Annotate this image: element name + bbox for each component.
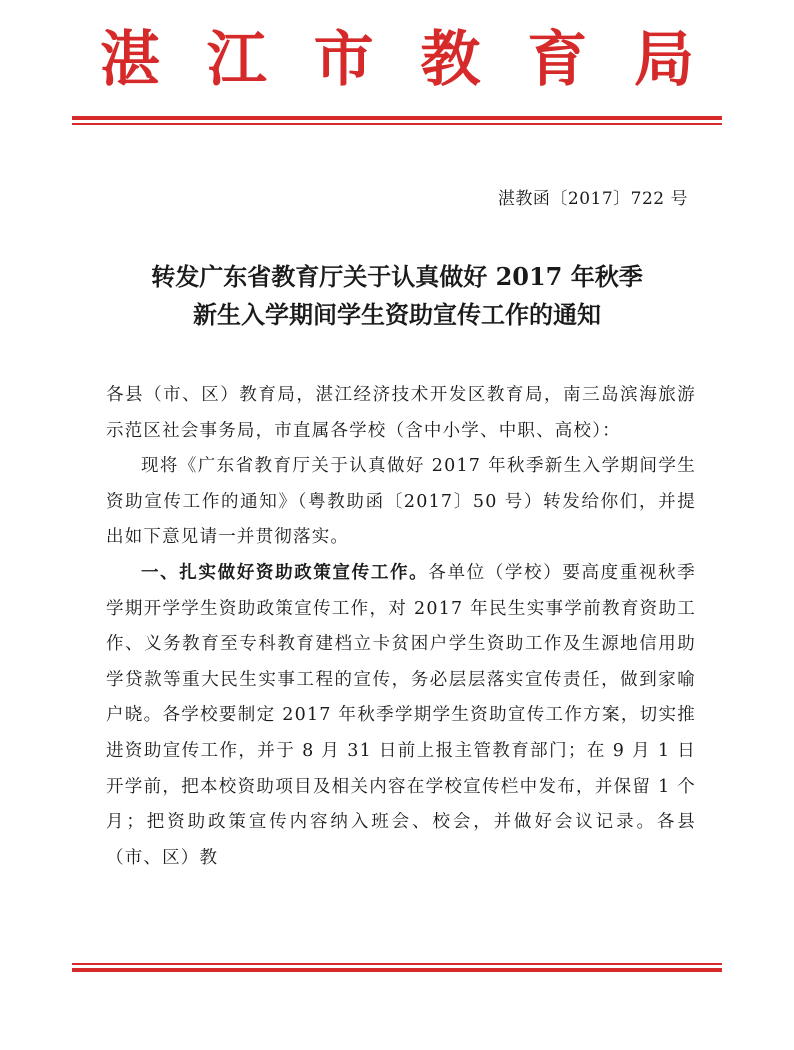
letterhead-char: 育 — [527, 25, 588, 95]
letterhead-title — [72, 20, 722, 100]
footer-rule-thin — [72, 963, 722, 965]
letterhead-char: 教 — [420, 25, 481, 95]
letterhead-char: 市 — [313, 25, 374, 95]
letterhead-rule-thick — [72, 116, 722, 120]
document-title-line: 转发广东省教育厅关于认真做好 2017 年秋季 — [151, 262, 643, 291]
section-heading: 一、扎实做好资助政策宣传工作。 — [141, 562, 429, 583]
letterhead-rule-thin — [72, 123, 722, 125]
document-body — [106, 378, 696, 876]
body-paragraph: 现将《广东省教育厅关于认真做好 2017 年秋季新生入学期间学生资助宣传工作的通知》（粤教助函〔2017〕50 号）转发给你们，并提出如下意见请一并贯彻落实。 — [106, 456, 696, 548]
letterhead-char: 局 — [633, 25, 694, 95]
section-text: 各单位（学校）要高度重视秋季学期开学学生资助政策宣传工作，对 2017 年民生实事学前教育资助工作、义务教育至专科教育建档立卡贫困户学生资助工作及生源地信用助学贷款等重大民生实事工程的宣传，务必层层落实宣传责任，做到家喻户晓。各学校要制定 2017 年秋季学期学生资助宣传工作方案，切实推进资助宣传工作，并于 8 月 31 日前上报主管教育部门；在 9 月 1 日开学前，把本校资助项目及相关内容在学校宣传栏中发布，并保留 1 个月；把资助政策宣传内容纳入班会、校会，并做好会议记录。各县（市、区）教 — [106, 562, 696, 868]
document-number: 湛教函〔2017〕722 号 — [497, 189, 688, 209]
letterhead-char: 江 — [206, 25, 267, 95]
document-title-line: 新生入学期间学生资助宣传工作的通知 — [193, 300, 601, 329]
body-paragraph — [106, 556, 696, 876]
addressee-paragraph: 各县（市、区）教育局，湛江经济技术开发区教育局，南三岛滨海旅游示范区社会事务局，市直属各学校（含中小学、中职、高校）： — [106, 385, 696, 441]
letterhead-char: 湛 — [100, 25, 160, 95]
footer-rule-thick — [72, 968, 722, 972]
document-title — [72, 258, 722, 334]
